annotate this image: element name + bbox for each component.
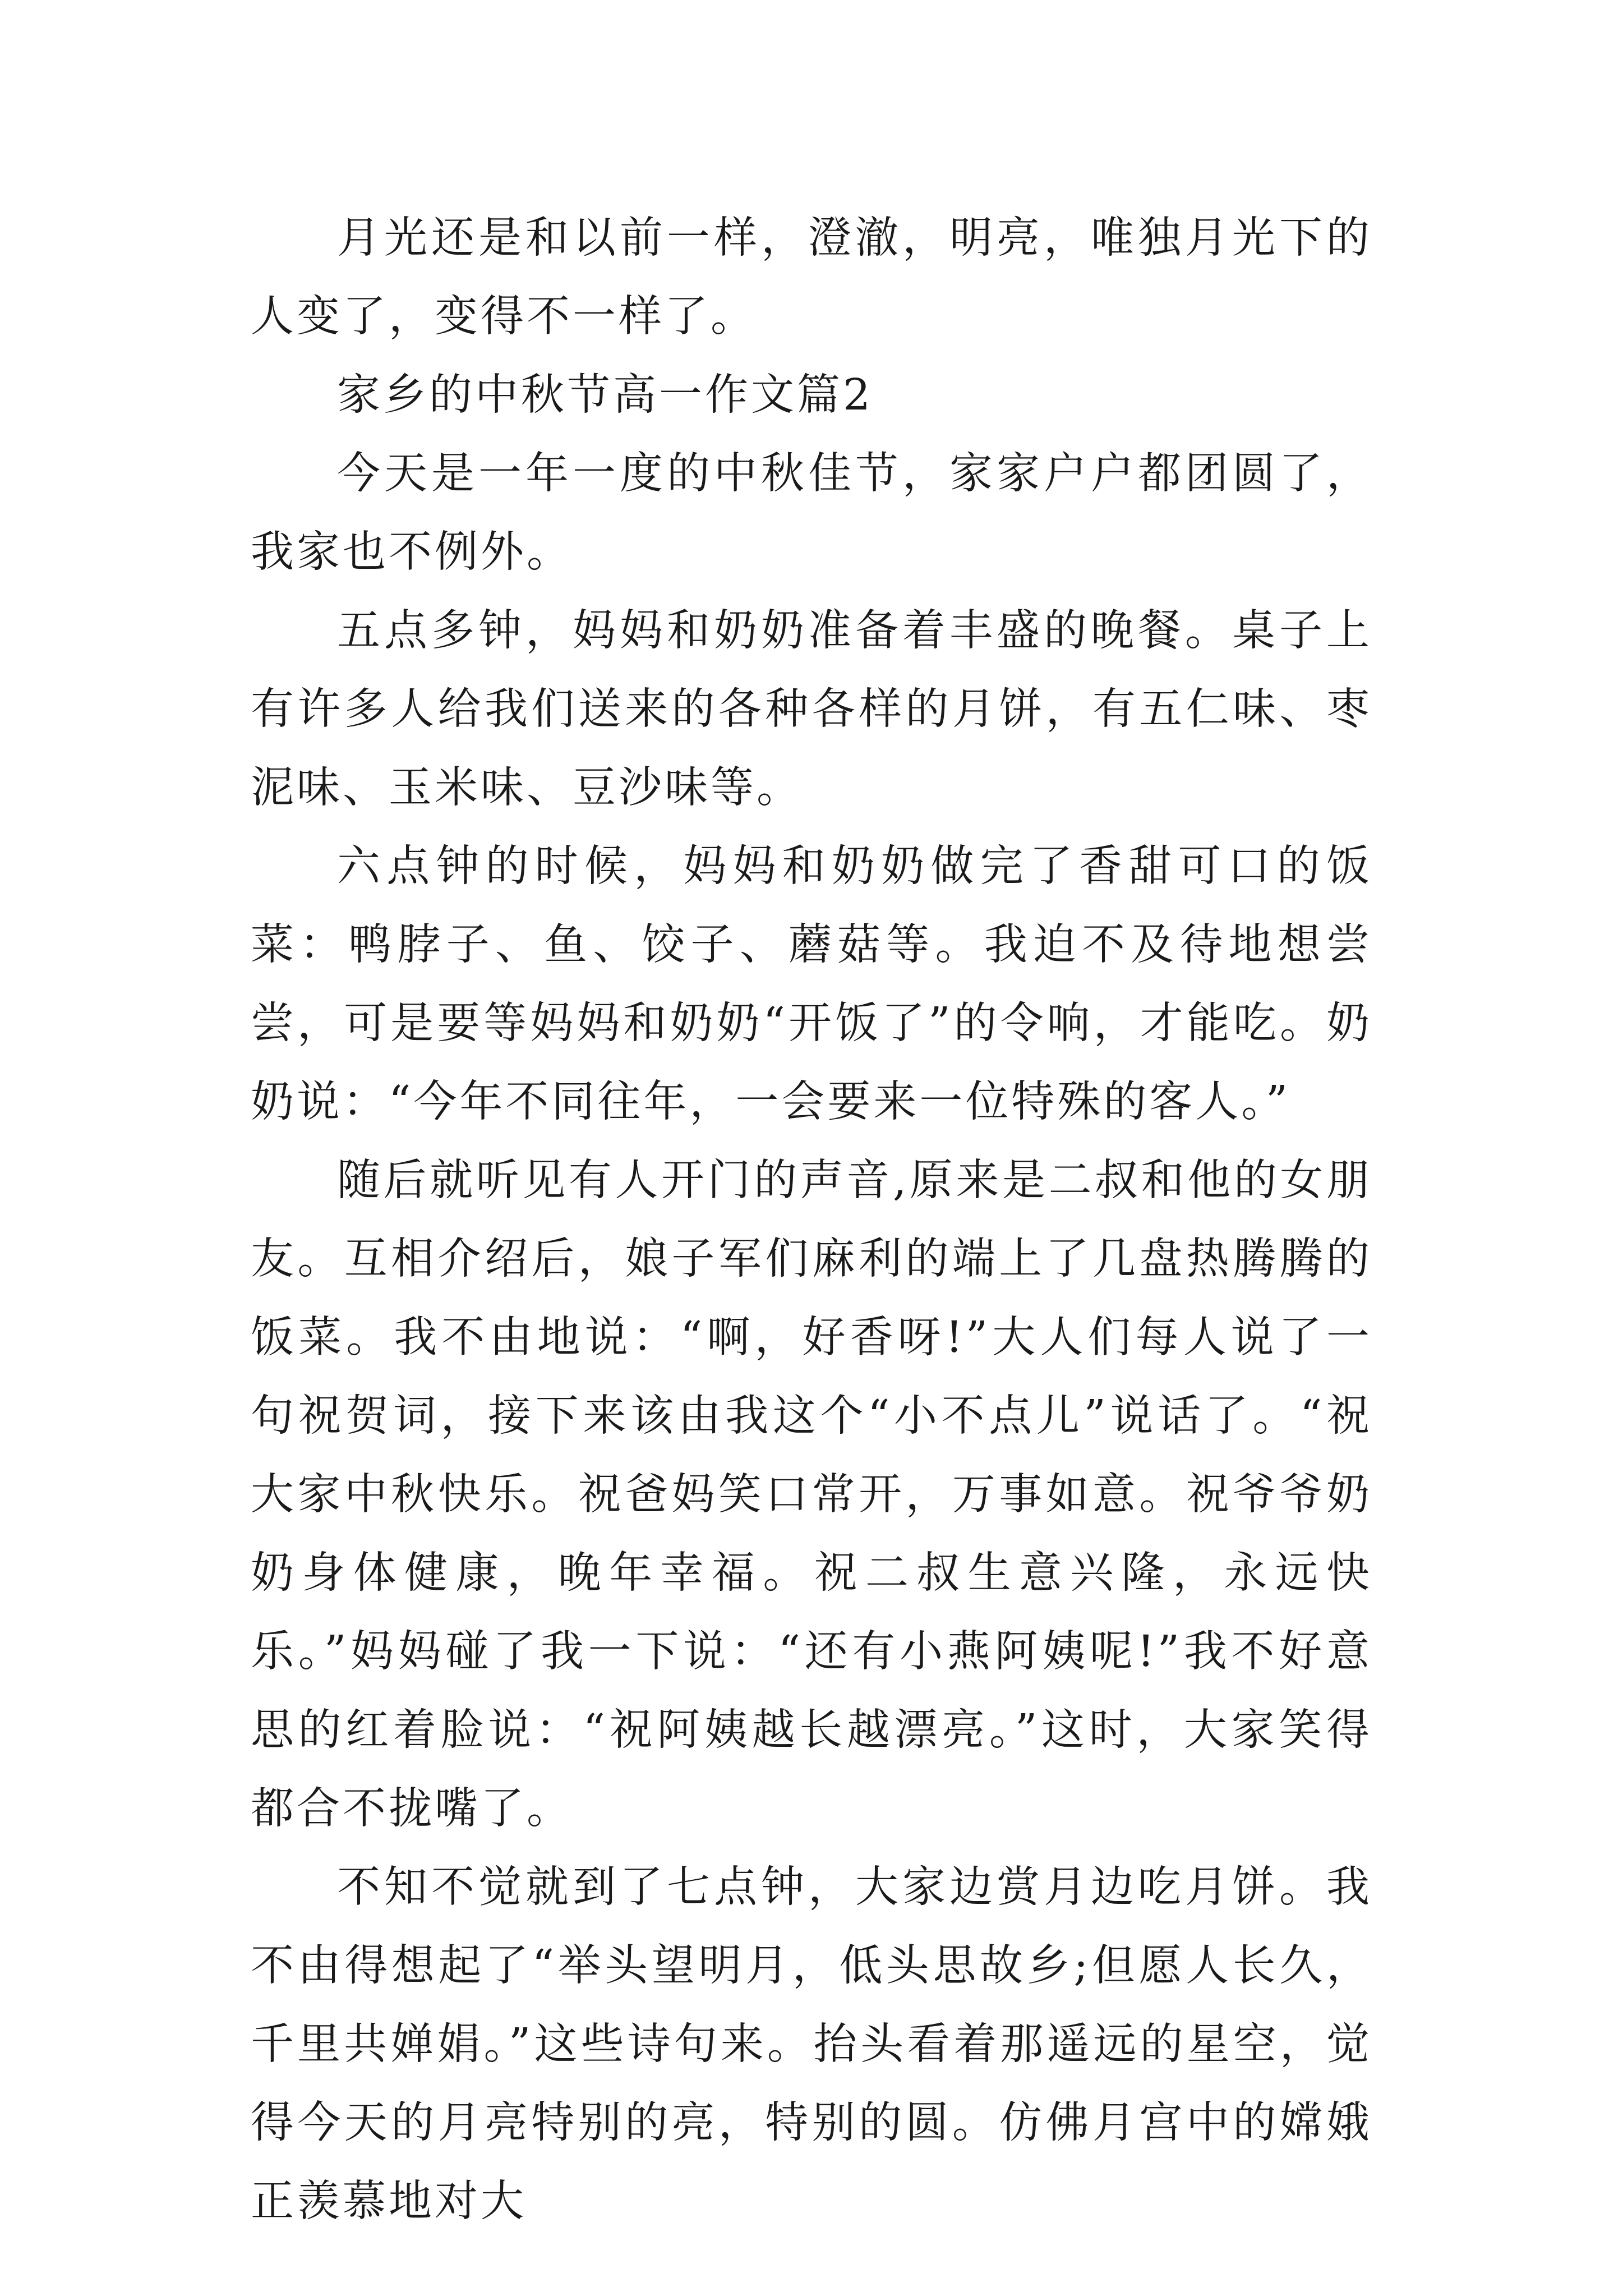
document-body <box>251 199 1372 2241</box>
paragraph-intro: 今天是一年一度的中秋佳节，家家户户都团圆了，我家也不例外。 <box>251 449 1372 577</box>
section-heading: 家乡的中秋节高一作文篇2 <box>337 370 873 420</box>
paragraph-six-oclock: 六点钟的时候，妈妈和奶奶做完了香甜可口的饭菜：鸭脖子、鱼、饺子、蘑菇等。我迫不及待地想尝尝，可是要等妈妈和奶奶“开饭了”的令响，才能吃。奶奶说：“今年不同往年，一会要来一位特殊的客人。” <box>251 841 1372 1127</box>
paragraph-moonlight: 月光还是和以前一样，澄澈，明亮，唯独月光下的人变了，变得不一样了。 <box>251 213 1372 342</box>
paragraph-five-oclock: 五点多钟，妈妈和奶奶准备着丰盛的晚餐。桌子上有许多人给我们送来的各种各样的月饼，有五仁味、枣泥味、玉米味、豆沙味等。 <box>251 606 1372 813</box>
paragraph-guests: 随后就听见有人开门的声音,原来是二叔和他的女朋友。互相介绍后，娘子军们麻利的端上了几盘热腾腾的饭菜。我不由地说：“啊，好香呀!”大人们每人说了一句祝贺词，接下来该由我这个“小不点儿”说话了。“祝大家中秋快乐。祝爸妈笑口常开，万事如意。祝爷爷奶奶身体健康，晚年幸福。祝二叔生意兴隆，永远快乐。”妈妈碰了我一下说：“还有小燕阿姨呢!”我不好意思的红着脸说：“祝阿姨越长越漂亮。”这时，大家笑得都合不拢嘴了。 <box>251 1156 1372 1834</box>
paragraph-seven-oclock: 不知不觉就到了七点钟，大家边赏月边吃月饼。我不由得想起了“举头望明月，低头思故乡;但愿人长久，千里共婵娟。”这些诗句来。抬头看着那遥远的星空，觉得今天的月亮特别的亮，特别的圆。仿佛月宫中的嫦娥正羡慕地对大 <box>251 1862 1372 2226</box>
